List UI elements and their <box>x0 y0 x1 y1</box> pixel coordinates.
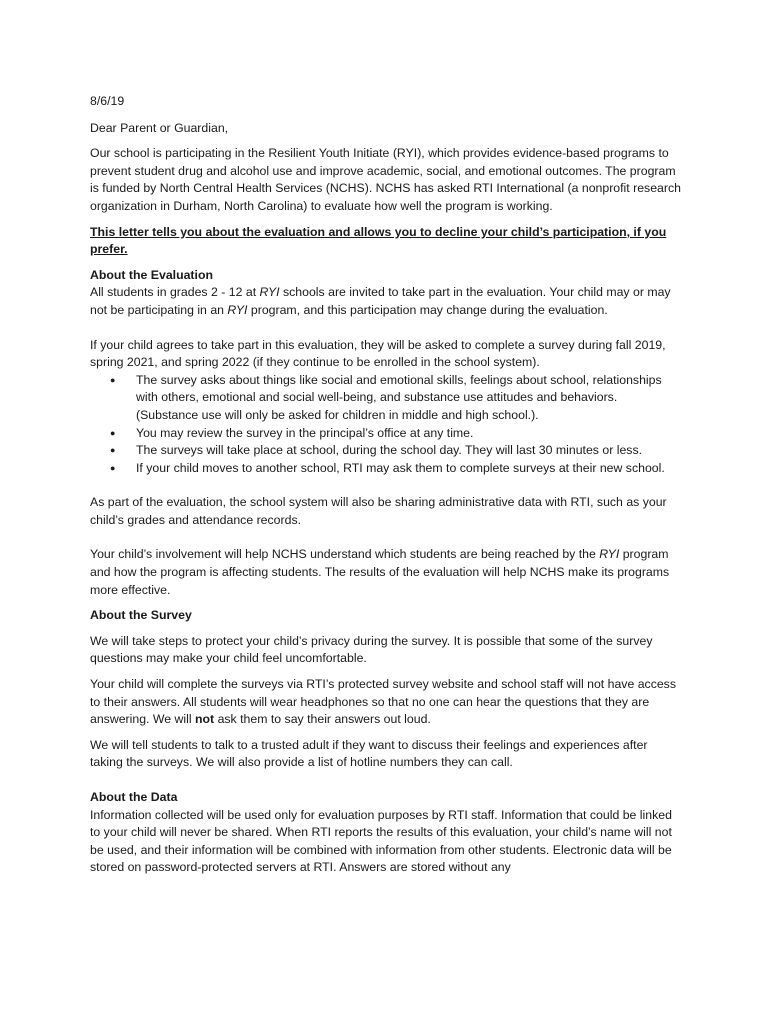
salutation: Dear Parent or Guardian, <box>90 120 229 135</box>
letter-body <box>90 93 682 877</box>
data-heading: About the Data <box>90 790 178 804</box>
evaluation-paragraph-2: If your child agrees to take part in this evaluation, they will be asked to complete a survey during fall 2019, spring 2021, and spring 2022 (if they continue to be enrolled in the school system). <box>90 337 666 370</box>
ryi-emphasis: RYI <box>227 302 248 317</box>
survey-details-list <box>90 372 682 478</box>
list-item: ● The survey asks about things like social and emotional skills, feelings about school, relationships with others, emotional and social well-being, and substance use attitudes and behaviors. (Substance use will only be asked for children in middle and high school.). <box>136 372 682 425</box>
list-item: ● If your child moves to another school, RTI may ask them to complete surveys at their new school. <box>136 460 682 478</box>
evaluation-heading: About the Evaluation <box>90 267 213 282</box>
evaluation-paragraph-1 <box>90 284 682 319</box>
text-span: schools are invited to take part in the evaluation. Your child may or may not be participating in an <box>90 285 671 317</box>
list-item: ● You may review the survey in the principal’s office at any time. <box>136 425 682 443</box>
intro-paragraph: Our school is participating in the Resilient Youth Initiate (RYI), which provides evidence-based programs to prevent student drug and alcohol use and improve academic, social, and emotional outcomes. The program is funded by North Central Health Services (NCHS). NCHS has asked RTI International (a nonprofit research organization in Durham, North Carolina) to evaluate how well the program is working. <box>90 146 681 213</box>
list-item: ● The surveys will take place at school, during the school day. They will last 30 minutes or less. <box>136 442 682 460</box>
survey-paragraph-1: We will take steps to protect your child’s privacy during the survey. It is possible that some of the survey questions may make your child feel uncomfortable. <box>90 633 653 666</box>
ryi-emphasis: RYI <box>259 285 280 300</box>
text-span: program, and this participation may change during the evaluation. <box>247 302 608 317</box>
not-emphasis: not <box>195 712 215 727</box>
text-span: All students in grades 2 - 12 at <box>90 285 260 300</box>
text-span: ask them to say their answers out loud. <box>214 712 431 727</box>
survey-paragraph-2 <box>90 676 682 729</box>
evaluation-paragraph-3: As part of the evaluation, the school system will also be sharing administrative data with RTI, such as your child’s grades and attendance records. <box>90 495 667 527</box>
notice-statement: This letter tells you about the evaluation and allows you to decline your child’s participation, if you prefer. <box>90 224 667 257</box>
text-span: Your child’s involvement will help NCHS understand which students are being reached by the <box>90 547 600 562</box>
survey-paragraph-3: We will tell students to talk to a trusted adult if they want to discuss their feelings and experiences after taking the surveys. We will also provide a list of hotline numbers they can call. <box>90 737 648 770</box>
data-paragraph-1: Information collected will be used only for evaluation purposes by RTI staff. Information that could be linked to your child will never be shared. When RTI reports the results of this evaluation, your child’s name will not be used, and their information will be combined with information from other students. Electronic data will be stored on password-protected servers at RTI. Answers are stored without any <box>90 807 672 875</box>
text-span: Your child will complete the surveys via RTI’s protected survey website and school staff will not have access to their answers. All students will wear headphones so that no one can hear the questions that they are answering. We will <box>90 677 676 727</box>
text-span: program and how the program is affecting students. The results of the evaluation will help NCHS make its programs more effective. <box>90 547 670 597</box>
ryi-emphasis: RYI <box>599 547 620 562</box>
survey-heading: About the Survey <box>90 608 192 623</box>
evaluation-paragraph-4 <box>90 546 682 599</box>
letter-date: 8/6/19 <box>90 94 125 108</box>
